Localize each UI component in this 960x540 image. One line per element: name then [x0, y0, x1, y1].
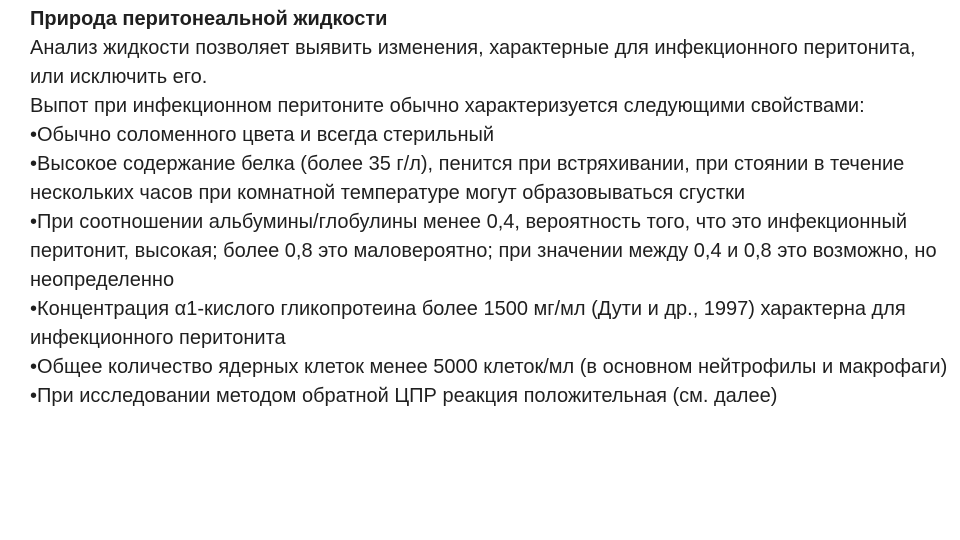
slide-title: Природа перитонеальной жидкости: [30, 8, 388, 30]
bullet-glycoprotein: •Концентрация α1-кислого гликопротеина более 1500 мг/мл (Дути и др., 1997) характерна для инфекционного перитонита: [30, 298, 906, 349]
intro-paragraph: Анализ жидкости позволяет выявить изменения, характерные для инфекционного перитонита, или исключить его.: [30, 37, 916, 88]
bullet-protein: •Высокое содержание белка (более 35 г/л), пенится при встряхивании, при стоянии в течение нескольких часов при комнатной температуре могут образовываться сгустки: [30, 153, 905, 204]
bullet-albumin-globulin: •При соотношении альбумины/глобулины менее 0,4, вероятность того, что это инфекционный перитонит, высокая; более 0,8 это маловероятно; при значении между 0,4 и 0,8 это возможно, но неопределенно: [30, 211, 937, 291]
bullet-cell-count: •Общее количество ядерных клеток менее 5000 клеток/мл (в основном нейтрофилы и макрофаги): [30, 356, 948, 378]
slide-content: [30, 5, 950, 411]
bullet-pcr: •При исследовании методом обратной ЦПР реакция положительная (см. далее): [30, 385, 778, 407]
bullet-color: •Обычно соломенного цвета и всегда стерильный: [30, 124, 495, 146]
effusion-paragraph: Выпот при инфекционном перитоните обычно характеризуется следующими свойствами:: [30, 95, 865, 117]
